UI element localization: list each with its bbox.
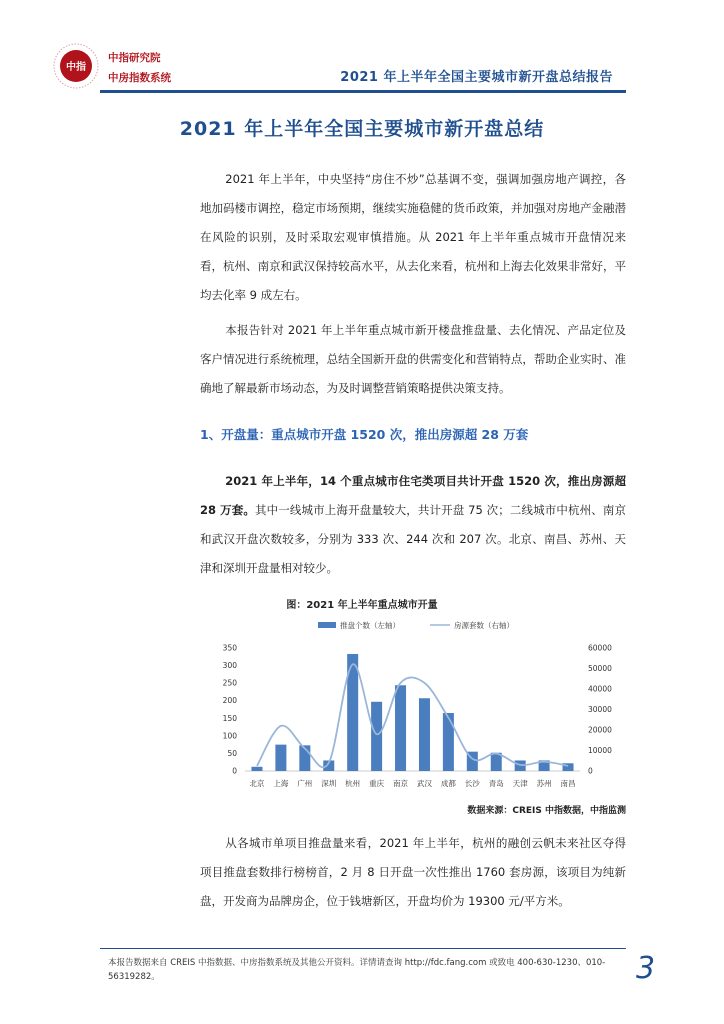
y-right-tick-label: 30000	[588, 705, 612, 714]
footer-divider	[100, 948, 626, 949]
org-name-1: 中指研究院	[108, 52, 161, 64]
y-right-tick-label: 10000	[588, 746, 612, 755]
legend-label-line: 房源套数（右轴）	[454, 621, 514, 630]
x-tick-label: 成都	[440, 779, 456, 788]
y-left-tick-label: 350	[222, 643, 237, 653]
intro-paragraph-1: 2021 年上半年，中央坚持“房住不炒”总基调不变，强调加强房地产调控，各地加码楼市调控，稳定市场预期，继续实施稳健的货币政策，并加强对房地产金融潜在风险的识别，及时采取宏观审慎措施。从 2021 年上半年重点城市开盘情况来看，杭州、南京和武汉保持较高水平，从去化来看，杭州和上海去化效果非常好，平均去化率 9 成左右。	[200, 172, 626, 302]
footer-note: 本报告数据来自 CREIS 中指数据、中房指数系统及其他公开资料。详情请查询 http://fdc.fang.com 或致电 400-630-1230、010-56319282。	[108, 958, 606, 982]
x-tick-label: 北京	[249, 779, 265, 788]
page-header	[0, 0, 724, 96]
y-left-tick-label: 200	[222, 696, 237, 706]
org-name-2: 中房指数系统	[108, 72, 171, 84]
chart-source: 数据来源：CREIS 中指数据，中指监测	[467, 806, 626, 816]
intro-paragraph-2: 本报告针对 2021 年上半年重点城市新开楼盘推盘量、去化情况、产品定位及客户情况进行系统梳理，总结全国新开盘的供需变化和营销特点，帮助企业实时、准确地了解最新市场动态，为及时调整营销策略提供决策支持。	[200, 323, 626, 395]
chart-title: 图：2021 年上半年重点城市开量	[286, 600, 438, 611]
page-number: 3	[636, 951, 656, 986]
section-paragraph-2: 从各城市单项目推盘量来看，2021 年上半年，杭州的融创云帆未来社区夺得项目推盘套数排行榜榜首，2 月 8 日开盘一次性推出 1760 套房源，该项目为纯新盘，开发商为品牌房企，位于钱塘新区，开盘均价为 19300 元/平方米。	[200, 836, 626, 908]
bar	[443, 713, 454, 771]
legend-label-bars: 推盘个数（左轴）	[340, 621, 400, 630]
section-heading-1: 1、开盘量：重点城市开盘 1520 次，推出房源超 28 万套	[200, 427, 529, 442]
section-paragraph-rest: 其中一线城市上海开盘量较大，共计开盘 75 次；二线城市中杭州、南京和武汉开盘次数较多，分别为 333 次、244 次和 207 次。北京、南昌、苏州、天津和深圳开盘量相对较少。	[200, 503, 626, 575]
x-tick-label: 重庆	[369, 779, 385, 788]
header-divider	[100, 90, 626, 93]
x-tick-label: 苏州	[536, 779, 552, 788]
legend-swatch-bars	[318, 622, 336, 628]
y-left-tick-label: 100	[222, 731, 237, 741]
combo-chart	[200, 612, 626, 796]
bar	[395, 685, 406, 771]
report-title: 2021 年上半年全国主要城市新开盘总结报告	[340, 70, 613, 85]
y-right-tick-label: 60000	[588, 643, 612, 653]
x-tick-label: 长沙	[464, 779, 480, 788]
x-tick-label: 上海	[273, 779, 289, 788]
y-left-tick-label: 300	[222, 661, 237, 671]
section-paragraph	[200, 467, 626, 583]
y-left-tick-label: 250	[222, 678, 237, 688]
bar	[419, 698, 430, 771]
x-tick-label: 天津	[512, 779, 528, 788]
y-right-tick-label: 0	[588, 766, 593, 776]
bar	[251, 767, 262, 771]
y-left-tick-label: 50	[227, 748, 237, 758]
x-tick-label: 杭州	[345, 779, 361, 788]
x-tick-label: 南京	[393, 779, 409, 788]
logo-text: 中指	[66, 62, 86, 73]
y-left-tick-label: 150	[222, 713, 237, 723]
bar	[275, 745, 286, 771]
x-tick-label: 青岛	[488, 779, 504, 788]
x-tick-label: 南昌	[560, 779, 576, 788]
x-tick-label: 武汉	[416, 779, 432, 788]
y-right-tick-label: 50000	[588, 664, 612, 673]
bar	[371, 702, 382, 771]
x-tick-label: 深圳	[321, 779, 337, 788]
document-title: 2021 年上半年全国主要城市新开盘总结	[179, 118, 545, 140]
y-right-tick-label: 40000	[588, 684, 612, 694]
company-logo-icon	[52, 42, 100, 90]
y-right-tick-label: 20000	[588, 725, 612, 735]
section-paragraph-bold: 2021 年上半年，14 个重点城市住宅类项目共计开盘 1520 次，推出房源超 28 万套。	[200, 474, 626, 517]
y-left-tick-label: 0	[232, 766, 237, 776]
x-tick-label: 广州	[297, 779, 313, 788]
